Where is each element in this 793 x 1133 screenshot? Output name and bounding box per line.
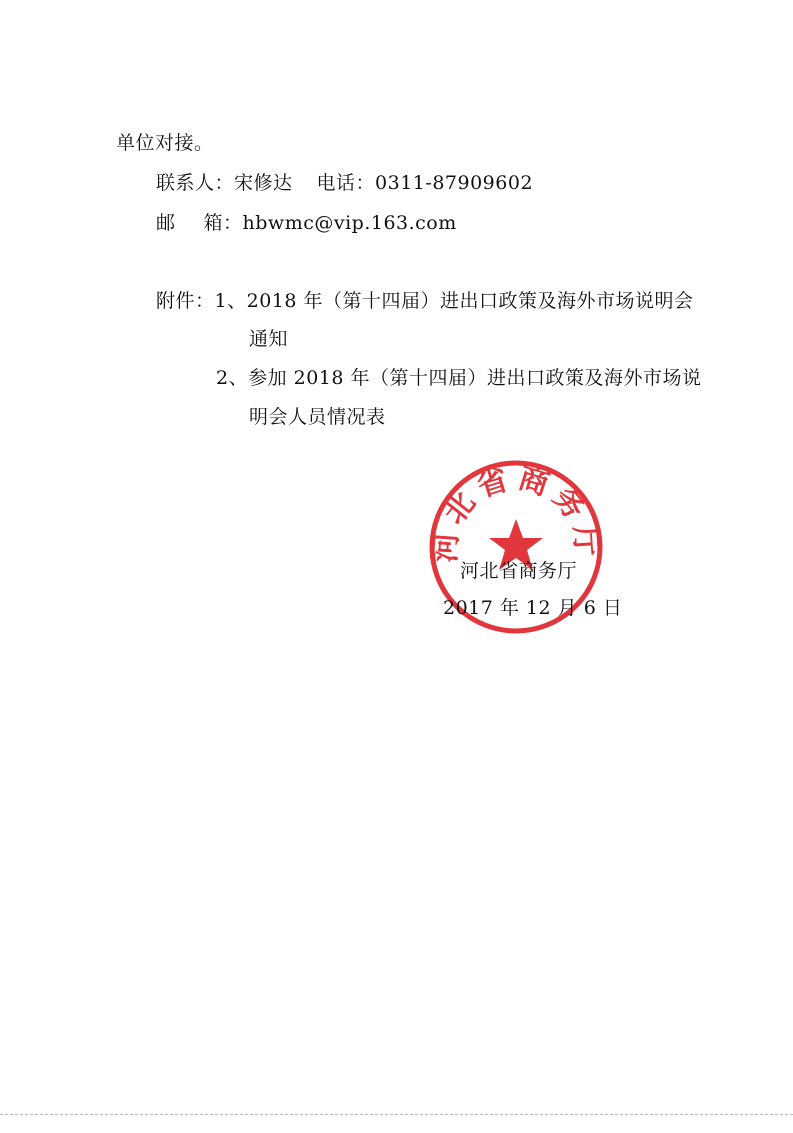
attachment-item-1-cont: 通知	[249, 328, 289, 350]
paragraph-end: 单位对接。	[116, 132, 214, 154]
seal-text: 河北省商务厅	[428, 460, 604, 564]
attachments-label: 附件：	[156, 290, 215, 312]
attachment-item-1: 1、2018 年（第十四届）进出口政策及海外市场说明会	[214, 290, 694, 312]
signature-org: 河北省商务厅	[460, 560, 578, 582]
phone-label: 电话：	[316, 172, 376, 194]
email-label-char-2: 箱：	[203, 212, 243, 234]
attachment-item-2: 2、参加 2018 年（第十四届）进出口政策及海外市场说	[216, 367, 702, 389]
contact-line	[156, 171, 533, 195]
signature-date: 2017 年 12 月 6 日	[443, 597, 623, 619]
attachment-item-2-cont: 明会人员情况表	[249, 406, 386, 428]
email-line	[156, 211, 457, 235]
email-value: hbwmc@vip.163.com	[242, 212, 457, 234]
phone-value: 0311-87909602	[375, 172, 534, 194]
contact-name: 宋修达	[234, 172, 293, 194]
footer-divider	[0, 1114, 793, 1115]
email-label-char-1: 邮	[156, 212, 176, 234]
contact-label: 联系人：	[156, 172, 235, 194]
attachment-line-1	[156, 289, 694, 313]
